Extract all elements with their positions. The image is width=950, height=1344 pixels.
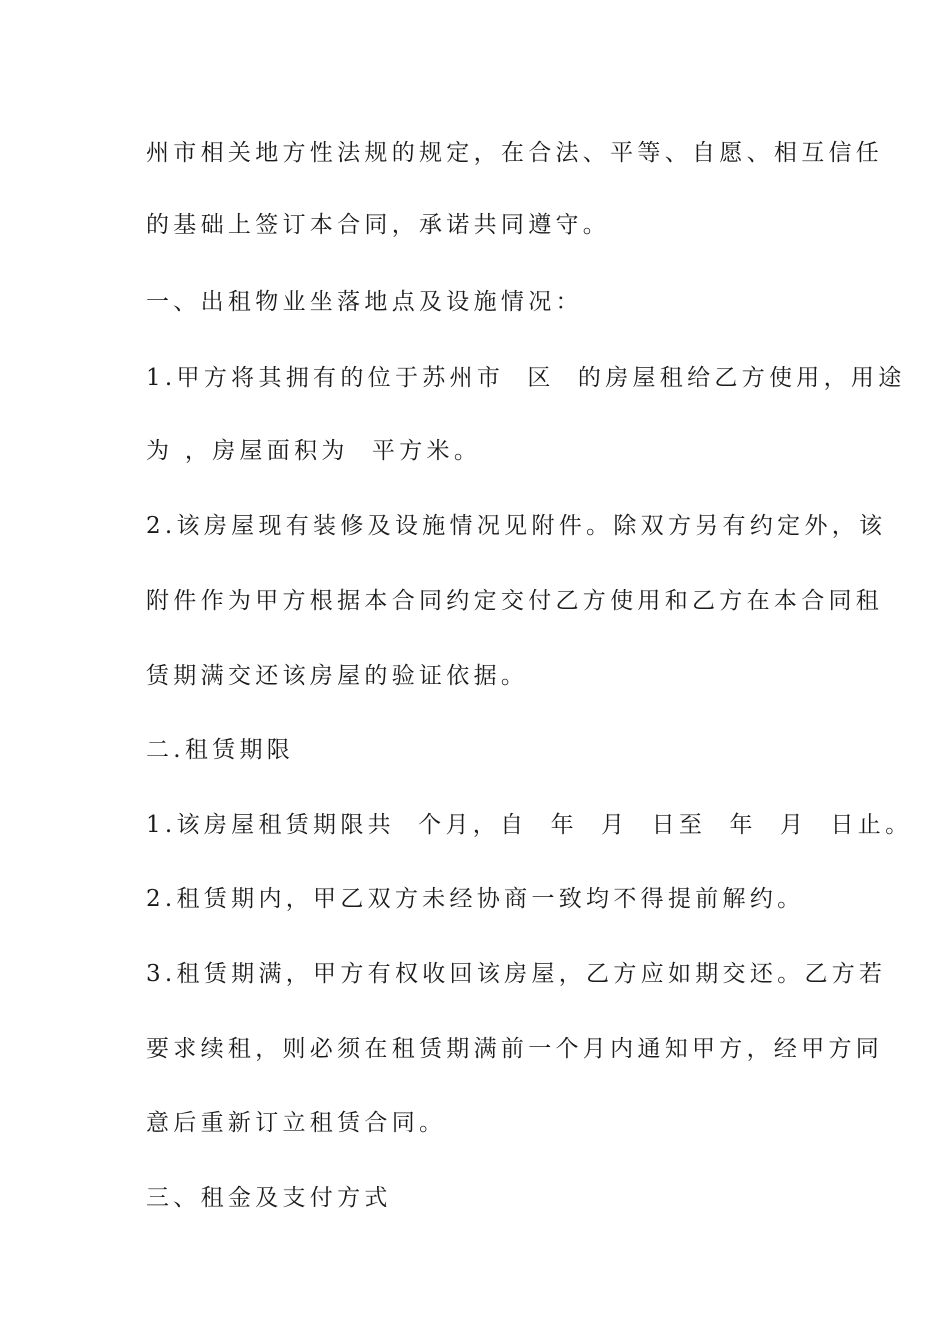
text-line: 附件作为甲方根据本合同约定交付乙方使用和乙方在本合同租 [146,588,884,614]
text-line: 州市相关地方性法规的规定，在合法、平等、自愿、相互信任 [146,140,884,166]
section-heading: 一、出租物业坐落地点及设施情况： [146,289,583,315]
text-line: 2.租赁期内，甲乙双方未经协商一致均不得提前解约。 [146,886,805,912]
text-line: 1.甲方将其拥有的位于苏州市 区 的房屋租给乙方使用，用途 [146,365,906,391]
section-heading: 三、租金及支付方式 [146,1185,392,1211]
text-line: 为 ，房屋面积为 平方米。 [146,438,482,464]
text-line: 赁期满交还该房屋的验证依据。 [146,663,529,689]
text-line: 1.该房屋租赁期限共 个月，自 年 月 日至 年 月 日止。 [146,812,913,838]
text-line: 3.租赁期满，甲方有权收回该房屋，乙方应如期交还。乙方若 [146,961,887,987]
text-line: 要求续租，则必须在租赁期满前一个月内通知甲方，经甲方同 [146,1036,884,1062]
section-heading: 二.租赁期限 [146,737,295,763]
text-line: 意后重新订立租赁合同。 [146,1110,447,1136]
text-line: 2.该房屋现有装修及设施情况见附件。除双方另有约定外，该 [146,513,887,539]
text-line: 的基础上签订本合同，承诺共同遵守。 [146,212,611,238]
